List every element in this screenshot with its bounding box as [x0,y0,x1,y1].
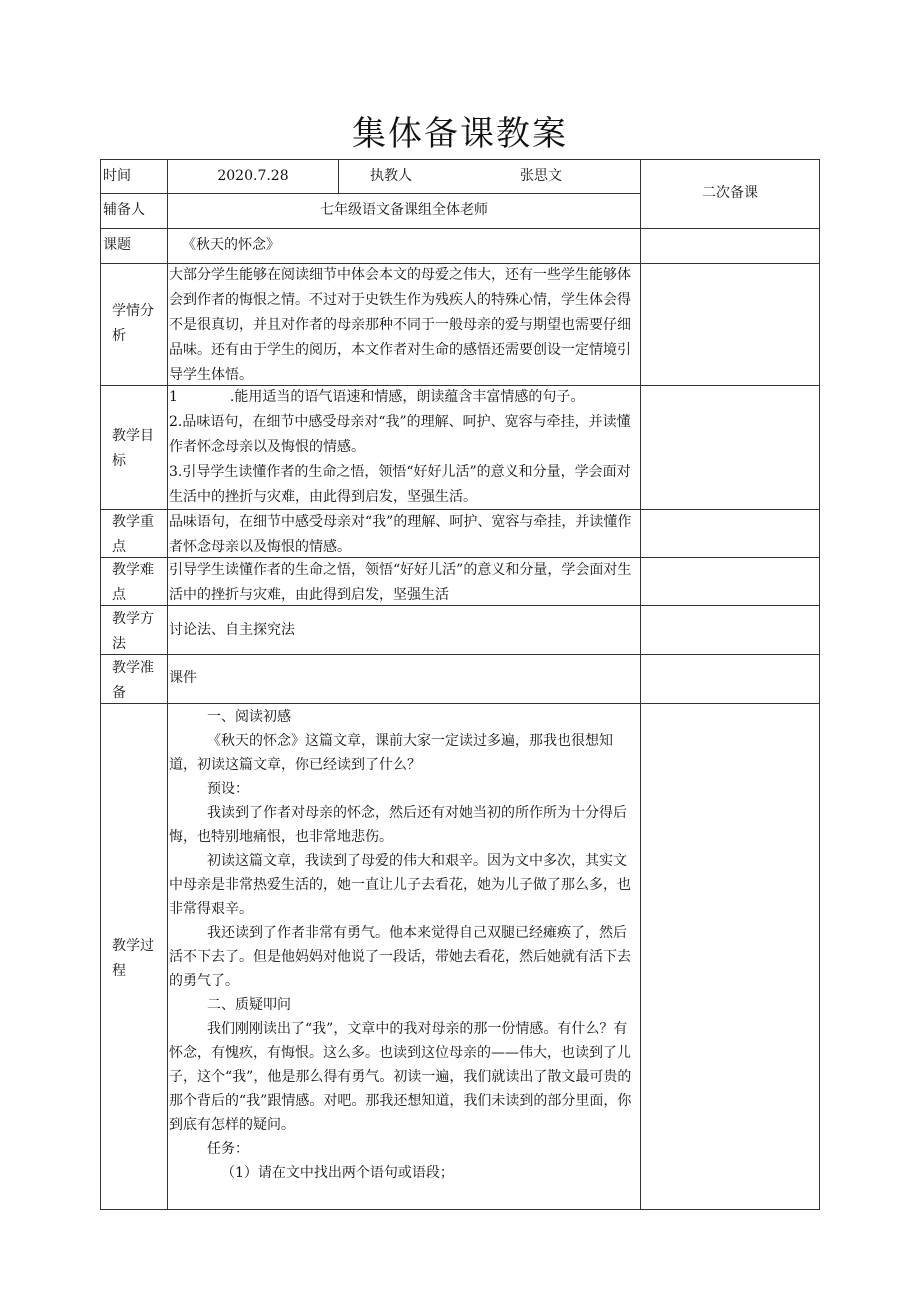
difficult-label: 教学难点 [112,562,154,603]
assist-label: 辅备人 [103,202,145,218]
teacher-value: 张思文 [520,168,562,184]
topic-value: 《秋天的怀念》 [182,237,280,253]
process-text [169,705,639,1185]
teacher-label: 执教人 [370,168,412,184]
goals-label: 教学目标 [112,428,154,469]
analysis-label: 学情分析 [112,303,154,344]
topic-label: 课题 [103,237,131,253]
key-label: 教学重点 [112,514,154,555]
key-text: 品味语句，在细节中感受母亲对“我”的理解、呵护、宽容与牵挂，并读懂作者怀念母亲以及悔恨的情感。 [169,514,632,555]
process-paragraph: 一、阅读初感 [207,709,291,725]
process-paragraph: 《秋天的怀念》这篇文章，课前大家一定读过多遍，那我也很想知道，初读这篇文章，你已经读到了什么？ [169,733,613,773]
analysis-text: 大部分学生能够在阅读细节中体会本文的母爱之伟大，还有一些学生能够体会到作者的悔恨之情。不过对于史铁生作为残疾人的特殊心情，学生体会得不是很真切，并且对作者的母亲那种不同于一般母亲的爱与期望也需要仔细品味。还有由于学生的阅历，本文作者对生命的感悟还需要创设一定情境引导学生体悟。 [169,267,631,383]
process-paragraph: 任务： [207,1141,249,1157]
goals-text [169,385,639,510]
process-paragraph: 初读这篇文章，我读到了母爱的伟大和艰辛。因为文中多次，其实文中母亲是非常热爱生活的，她一直让儿子去看花，她为儿子做了那么多，也非常得艰辛。 [169,853,631,917]
process-paragraph: （1）请在文中找出两个语句或语段； [221,1165,454,1181]
assist-value: 七年级语文备课组全体老师 [320,202,488,218]
process-label: 教学过程 [112,938,154,979]
process-paragraph: 预设： [207,781,249,797]
goal-item-3: 3.引导学生读懂作者的生命之悟，领悟“好好儿活”的意义和分量，学会面对生活中的挫折与灾难，由此得到启发，坚强生活。 [169,464,631,505]
time-value: 2020.7.28 [217,168,289,184]
process-paragraph: 我还读到了作者非常有勇气。他本来觉得自己双腿已经瘫痪了，然后活不下去了。但是他妈妈对他说了一段话，带她去看花，然后她就有活下去的勇气了。 [169,925,631,989]
difficult-text: 引导学生读懂作者的生命之悟，领悟“好好儿活”的意义和分量，学会面对生活中的挫折与灾难，由此得到启发，坚强生活 [169,562,632,603]
second-prep-heading: 二次备课 [702,185,758,201]
prep-label: 教学准备 [112,660,154,701]
goal-item-2: 2.品味语句，在细节中感受母亲对“我”的理解、呵护、宽容与牵挂，并读懂作者怀念母亲以及悔恨的情感。 [169,414,631,455]
method-text: 讨论法、自主探究法 [169,622,295,638]
process-paragraph: 我们刚刚读出了“我”，文章中的我对母亲的那一份情感。有什么？有怀念，有愧疚，有悔恨。这么多。也读到这位母亲的——伟大，也读到了儿子，这个“我”，他是那么得有勇气。初读一遍，我们就读出了散文最可贵的那个背后的“我”跟情感。对吧。那我还想知道，我们未读到的部分里面，你到底有怎样的疑问。 [169,1021,632,1133]
method-label: 教学方法 [112,611,154,652]
goal-item-1-number: 1 [169,389,178,405]
process-paragraph: 二、质疑叩问 [207,997,291,1013]
goal-item-1 [169,385,639,410]
time-label: 时间 [103,168,131,184]
process-paragraph: 我读到了作者对母亲的怀念，然后还有对她当初的所作所为十分得后悔，也特别地痛恨，也非常地悲伤。 [169,805,627,845]
prep-text: 课件 [169,670,197,686]
page-title: 集体备课教案 [352,114,568,154]
goal-item-1-text: .能用适当的语气语速和情感，朗读蕴含丰富情感的句子。 [229,389,585,405]
